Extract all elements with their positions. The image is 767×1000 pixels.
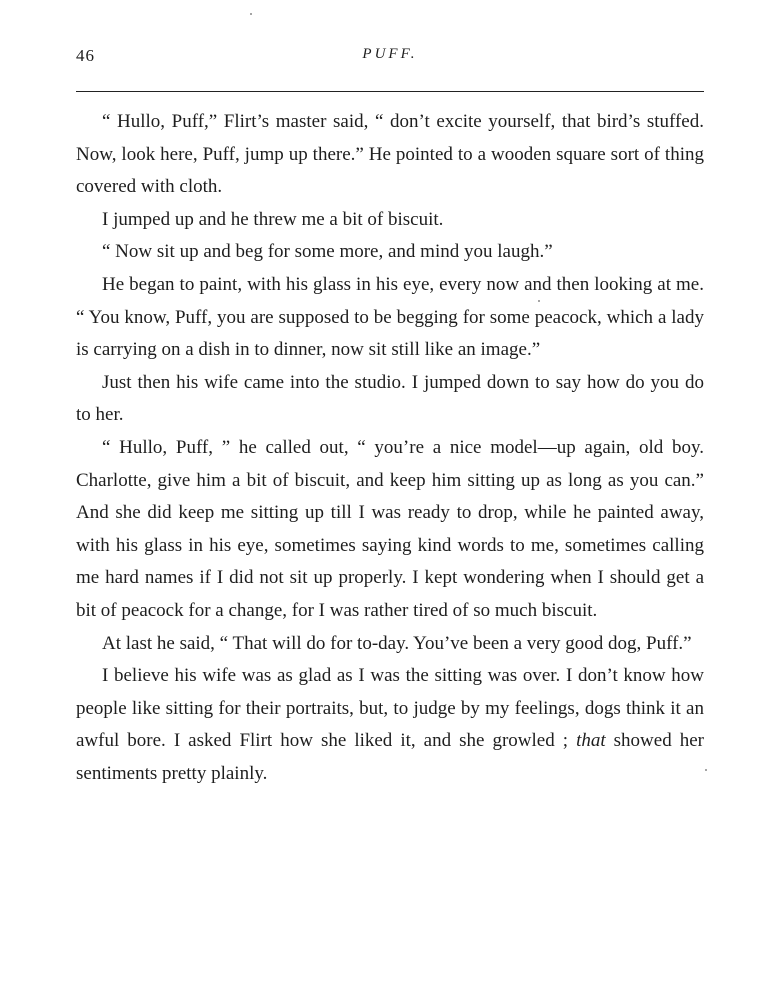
paragraph: “ Hullo, Puff,” Flirt’s master said, “ don’t excite yourself, that bird’s stuffed. Now, look here, Puff, jump up there.” He pointed to a wooden square sort of thing covered with cloth. <box>76 111 704 198</box>
page-number: 46 <box>76 46 95 65</box>
final-text-after: showed her sentiments pretty plainly. <box>76 730 705 784</box>
paper-speck <box>705 769 707 771</box>
paragraph: Just then his wife came into the studio. I jumped down to say how do you do to her. <box>76 371 704 426</box>
running-title: PUFF. <box>362 46 418 62</box>
final-text-before: I believe his wife was as glad as I was the sitting was over. I don’t know how people like sitting for their portraits, but, to judge by my feelings, dogs think it an awful bore. I asked Flirt how she liked it, and she growled ; <box>76 665 704 752</box>
paragraph: “ Hullo, Puff, ” he called out, “ you’re a nice model—up again, old boy. Charlotte, give him a bit of biscuit, and keep him sitting up as long as you can.” And she did keep me sitting up till I was ready to drop, while he painted away, with his glass in his eye, sometimes saying kind words to me, sometimes calling me hard names if I did not sit up properly. I kept wondering when I should get a bit of peacock for a change, for I was rather tired of so much biscuit. <box>76 436 704 621</box>
paragraph: At last he said, “ That will do for to-day. You’ve been a very good dog, Puff.” <box>102 632 692 654</box>
paragraph: I jumped up and he threw me a bit of biscuit. <box>102 208 444 230</box>
paper-speck <box>538 300 540 302</box>
paragraph-final <box>76 660 704 790</box>
final-text-emphasis: that <box>576 730 606 752</box>
body-text <box>76 106 704 790</box>
paper-speck <box>250 13 252 15</box>
header-rule <box>76 91 704 92</box>
paragraph: “ Now sit up and beg for some more, and mind you laugh.” <box>102 241 553 263</box>
page-header <box>76 46 704 70</box>
paragraph: He began to paint, with his glass in his eye, every now and then looking at me. “ You know, Puff, you are supposed to be begging for some peacock, which a lady is carrying on a dish in to dinner, now sit still like an image.” <box>76 273 704 361</box>
